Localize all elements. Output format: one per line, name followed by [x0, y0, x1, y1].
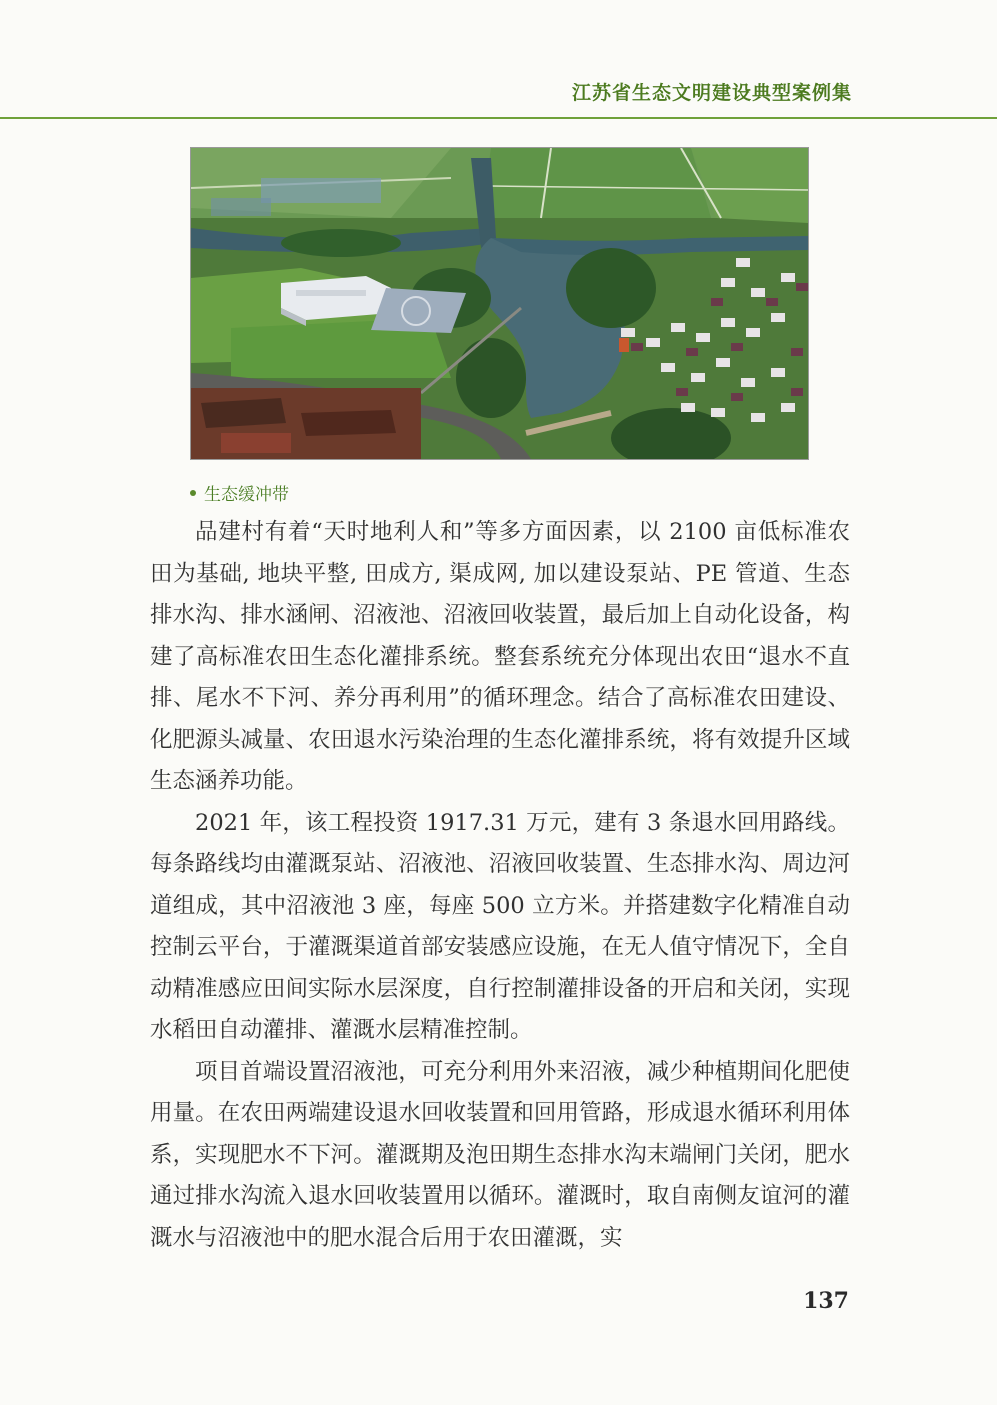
- aerial-photo: [190, 147, 809, 460]
- paragraph: 2021 年，该工程投资 1917.31 万元，建有 3 条退水回用路线。每条路线均由灌溉泵站、沼液池、沼液回收装置、生态排水沟、周边河道组成，其中沼液池 3 座，每座 500 立方米。并搭建数字化精准自动控制云平台，于灌溉渠道首部安装感应设施，在无人值守情况下，全自动精准感应田间实际水层深度，自行控制灌排设备的开启和关闭，实现水稻田自动灌排、灌溉水层精准控制。: [150, 809, 850, 1043]
- paragraph: 品建村有着“天时地利人和”等多方面因素，以 2100 亩低标准农田为基础, 地块平整, 田成方, 渠成网, 加以建设泵站、PE 管道、生态排水沟、排水涵闸、沼液池、沼液回收装置，最后加上自动化设备，构建了高标准农田生态化灌排系统。整套系统充分体现出农田“退水不直排、尾水不下河、养分再利用”的循环理念。结合了高标准农田建设、化肥源头减量、农田退水污染治理的生态化灌排系统，将有效提升区域生态涵养功能。: [150, 519, 850, 794]
- body-text: [150, 512, 850, 1259]
- figure-caption: [190, 480, 289, 505]
- caption-bullet-icon: [190, 490, 196, 496]
- paragraph: 项目首端设置沼液池，可充分利用外来沼液，减少种植期间化肥使用量。在农田两端建设退水回收装置和回用管路，形成退水循环利用体系，实现肥水不下河。灌溉期及泡田期生态排水沟末端闸门关闭，肥水通过排水沟流入退水回收装置用以循环。灌溉时，取自南侧友谊河的灌溉水与沼液池中的肥水混合后用于农田灌溉，实: [150, 1058, 850, 1251]
- header-rule: [0, 117, 997, 119]
- figure-caption-text: 生态缓冲带: [204, 485, 289, 505]
- page-number: 137: [803, 1288, 849, 1314]
- running-header-title: 江苏省生态文明建设典型案例集: [571, 82, 852, 104]
